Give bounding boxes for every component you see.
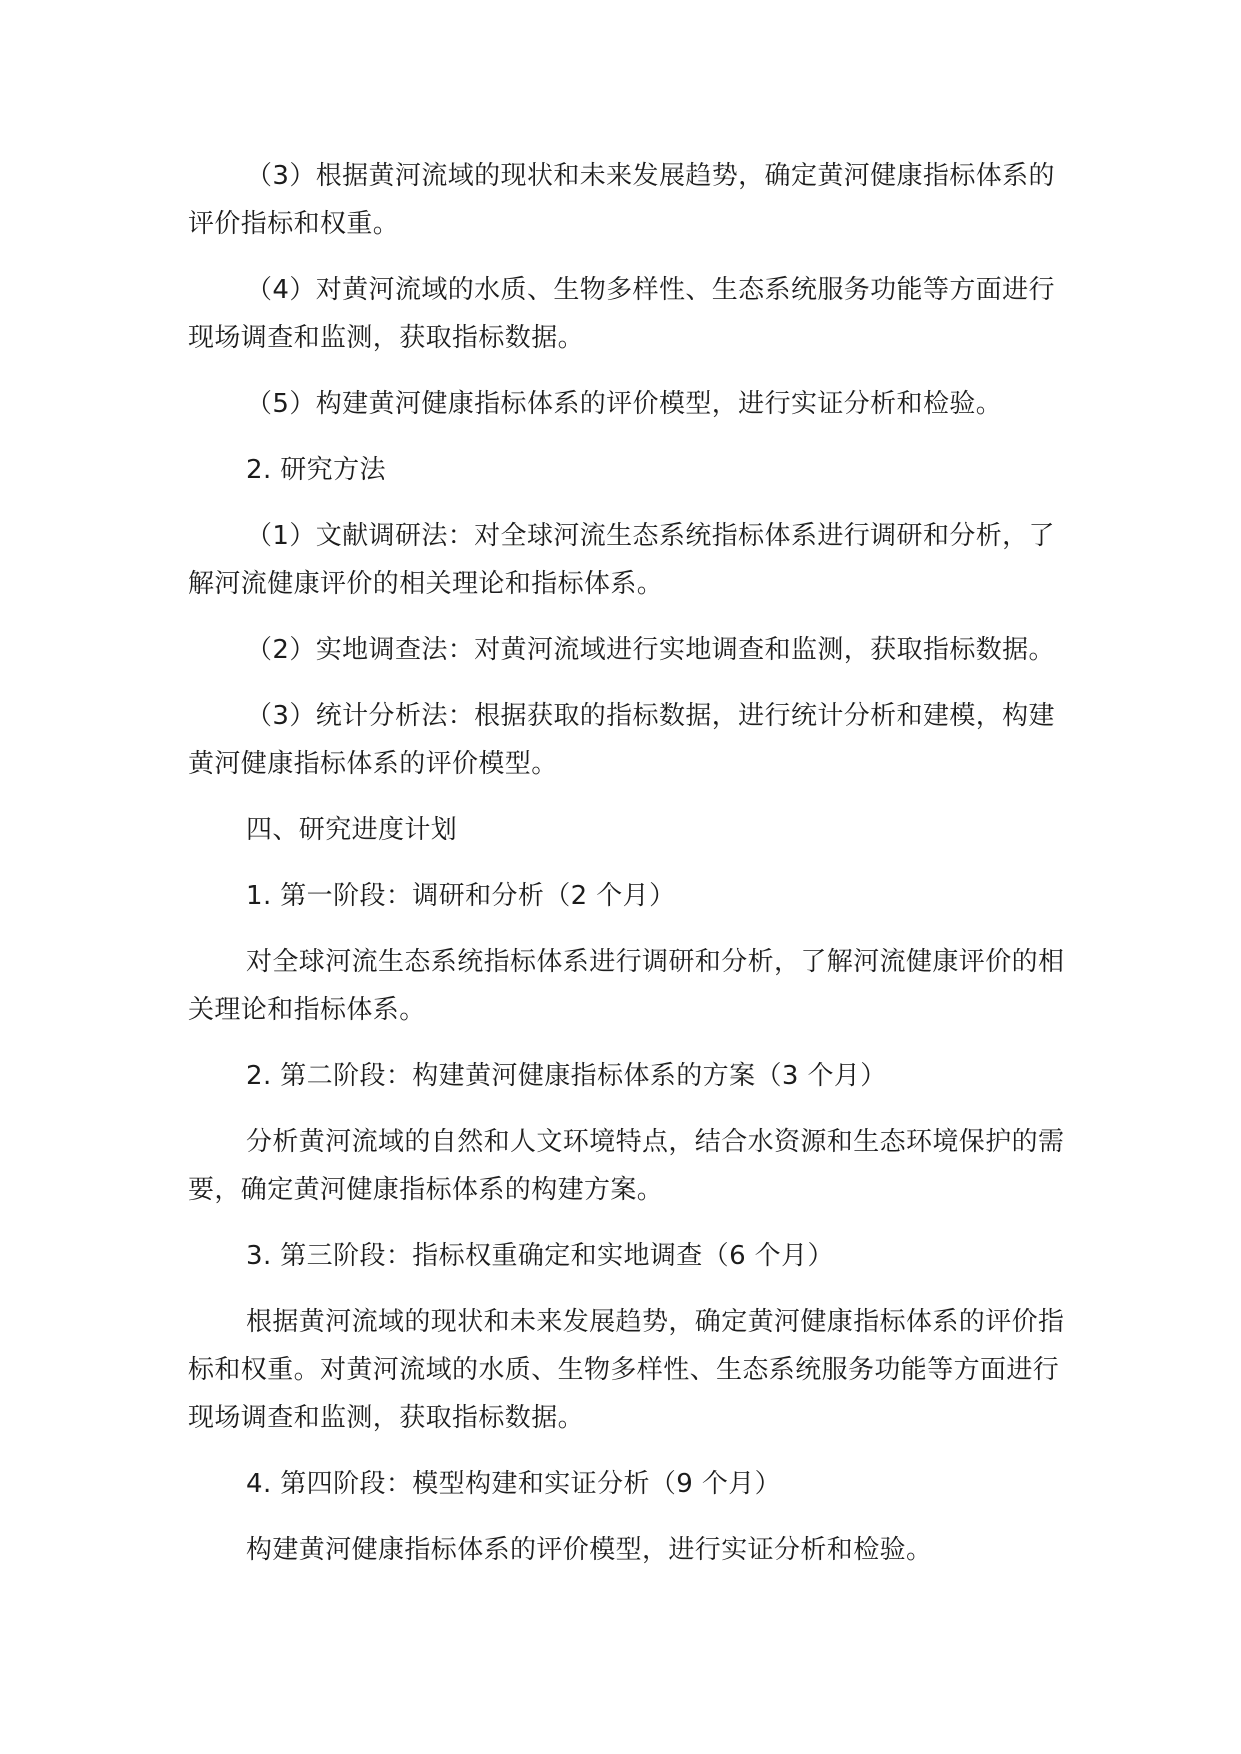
paragraph-step-3: （3）根据黄河流域的现状和未来发展趋势，确定黄河健康指标体系的评价指标和权重。 — [188, 161, 1055, 239]
stage-description-2: 分析黄河流域的自然和人文环境特点，结合水资源和生态环境保护的需要，确定黄河健康指标体系的构建方案。 — [188, 1127, 1065, 1205]
document-body — [188, 152, 1068, 1592]
stage-heading-3: 3. 第三阶段：指标权重确定和实地调查（6 个月） — [246, 1241, 834, 1271]
paragraph-step-4: （4）对黄河流域的水质、生物多样性、生态系统服务功能等方面进行现场调查和监测，获取指标数据。 — [188, 275, 1055, 353]
stage-description-4: 构建黄河健康指标体系的评价模型，进行实证分析和检验。 — [246, 1535, 933, 1565]
paragraph-step-5: （5）构建黄河健康指标体系的评价模型，进行实证分析和检验。 — [246, 389, 1003, 419]
stage-description-3: 根据黄河流域的现状和未来发展趋势，确定黄河健康指标体系的评价指标和权重。对黄河流域的水质、生物多样性、生态系统服务功能等方面进行现场调查和监测，获取指标数据。 — [188, 1307, 1065, 1433]
stage-heading-1: 1. 第一阶段：调研和分析（2 个月） — [246, 881, 676, 911]
stage-description-1: 对全球河流生态系统指标体系进行调研和分析，了解河流健康评价的相关理论和指标体系。 — [188, 947, 1065, 1025]
stage-heading-4: 4. 第四阶段：模型构建和实证分析（9 个月） — [246, 1469, 782, 1499]
paragraph-method-literature: （1）文献调研法：对全球河流生态系统指标体系进行调研和分析，了解河流健康评价的相关理论和指标体系。 — [188, 521, 1055, 599]
section-heading-schedule: 四、研究进度计划 — [246, 815, 458, 845]
paragraph-method-statistics: （3）统计分析法：根据获取的指标数据，进行统计分析和建模，构建黄河健康指标体系的评价模型。 — [188, 701, 1055, 779]
paragraph-method-field-survey: （2）实地调查法：对黄河流域进行实地调查和监测，获取指标数据。 — [246, 635, 1055, 665]
stage-heading-2: 2. 第二阶段：构建黄河健康指标体系的方案（3 个月） — [246, 1061, 887, 1091]
section-heading-research-methods: 2. 研究方法 — [246, 455, 386, 485]
